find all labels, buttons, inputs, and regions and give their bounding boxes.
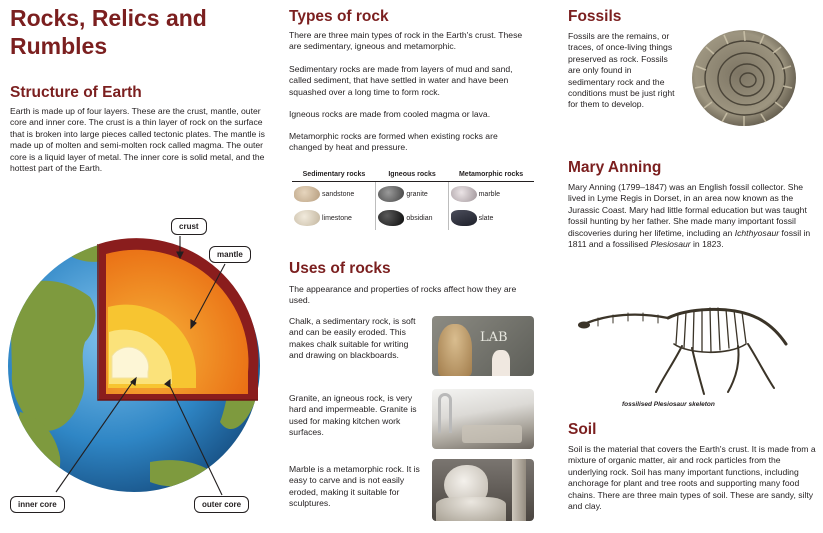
types-sedimentary: Sedimentary rocks are made from layers of mud and sand, called sediment, that have settled in water and have been squashed over a long time to form rock. bbox=[289, 64, 513, 97]
granite-image bbox=[378, 186, 404, 202]
table-cell: marble bbox=[478, 190, 500, 198]
table-header: Sedimentary rocks bbox=[292, 169, 376, 182]
types-igneous: Igneous rocks are made from cooled magma or lava. bbox=[289, 109, 491, 119]
uses-intro: The appearance and properties of rocks affect how they are used. bbox=[289, 284, 517, 306]
table-row bbox=[292, 182, 534, 207]
marble-photo bbox=[432, 459, 534, 521]
page-title: Rocks, Relics and Rumbles bbox=[10, 5, 207, 59]
table-cell: limestone bbox=[321, 214, 352, 222]
types-intro: There are three main types of rock in the Earth's crust. These are sedimentary, igneous and metamorphic. bbox=[289, 30, 523, 52]
uses-heading: Uses of rocks bbox=[289, 260, 391, 277]
table-row bbox=[292, 206, 534, 230]
inner-core-label: inner core bbox=[10, 496, 65, 513]
rock-types-table bbox=[292, 169, 534, 230]
plesiosaur-skeleton-image bbox=[578, 288, 794, 398]
table-header: Igneous rocks bbox=[376, 169, 448, 182]
marble-text: Marble is a metamorphic rock. It is easy to carve and is not easily eroded, making it suitable for sculptures. bbox=[289, 464, 420, 509]
sandstone-image bbox=[294, 186, 320, 202]
table-cell: obsidian bbox=[406, 214, 433, 222]
soil-text: Soil is the material that covers the Earth's crust. It is made from a mixture of organic matter, air and rock particles from the underlying rock. Soil has many important functions, including anchorage for plant and tree roots and supporting many food chains. There are three main types of soil. These are sandy, silty and clay. bbox=[568, 444, 816, 512]
structure-text: Earth is made up of four layers. These are the crust, mantle, outer core and inner core. The crust is a thin layer of rock on the surface that is broken into large pieces called tectonic plates. The mantle is made up of molten and semi-molten rock called magma. The outer core is a liquid layer of metal. The inner core is solid metal, and the hottest part of the Earth. bbox=[10, 106, 265, 174]
blackboard-writing: LAB bbox=[480, 330, 508, 345]
table-cell: sandstone bbox=[321, 190, 355, 198]
chalk-photo bbox=[432, 316, 534, 376]
anning-text: Mary Anning (1799–1847) was an English fossil collector. She lived in Lyme Regis in Dorset, in an area now known as the Jurassic Coast. Mary had little formal education but was taught fossil hunting by her father. She made many important fossil discoveries during her lifetime, including an Ichthyosaur fossil in 1811 and a fossilised Plesiosaur in 1823. bbox=[568, 182, 811, 250]
slate-image bbox=[451, 210, 477, 226]
soil-heading: Soil bbox=[568, 421, 597, 438]
types-metamorphic: Metamorphic rocks are formed when existing rocks are changed by heat and pressure. bbox=[289, 131, 498, 153]
granite-photo bbox=[432, 389, 534, 449]
ammonite-fossil-image bbox=[684, 22, 804, 132]
table-cell: slate bbox=[478, 214, 494, 222]
plesiosaur-caption: fossilised Plesiosaur skeleton bbox=[622, 401, 715, 408]
types-heading: Types of rock bbox=[289, 8, 389, 25]
obsidian-image bbox=[378, 210, 404, 226]
granite-text: Granite, an igneous rock, is very hard and impermeable. Granite is used for making kitchen work surfaces. bbox=[289, 393, 417, 438]
limestone-image bbox=[294, 210, 320, 226]
fossils-text: Fossils are the remains, or traces, of once-living things preserved as rock. Fossils are only found in sedimentary rock and the conditions must be just right for them to develop. bbox=[568, 31, 675, 110]
chalk-text: Chalk, a sedimentary rock, is soft and can be easily eroded. This makes chalk suitable for writing and drawing on blackboards. bbox=[289, 316, 416, 361]
marble-image bbox=[451, 186, 477, 202]
outer-core-label: outer core bbox=[194, 496, 249, 513]
table-cell: granite bbox=[406, 190, 428, 198]
fossils-heading: Fossils bbox=[568, 8, 622, 25]
anning-heading: Mary Anning bbox=[568, 159, 662, 176]
mantle-label: mantle bbox=[209, 246, 251, 263]
crust-label: crust bbox=[171, 218, 207, 235]
table-header: Metamorphic rocks bbox=[448, 169, 534, 182]
structure-heading: Structure of Earth bbox=[10, 84, 142, 101]
